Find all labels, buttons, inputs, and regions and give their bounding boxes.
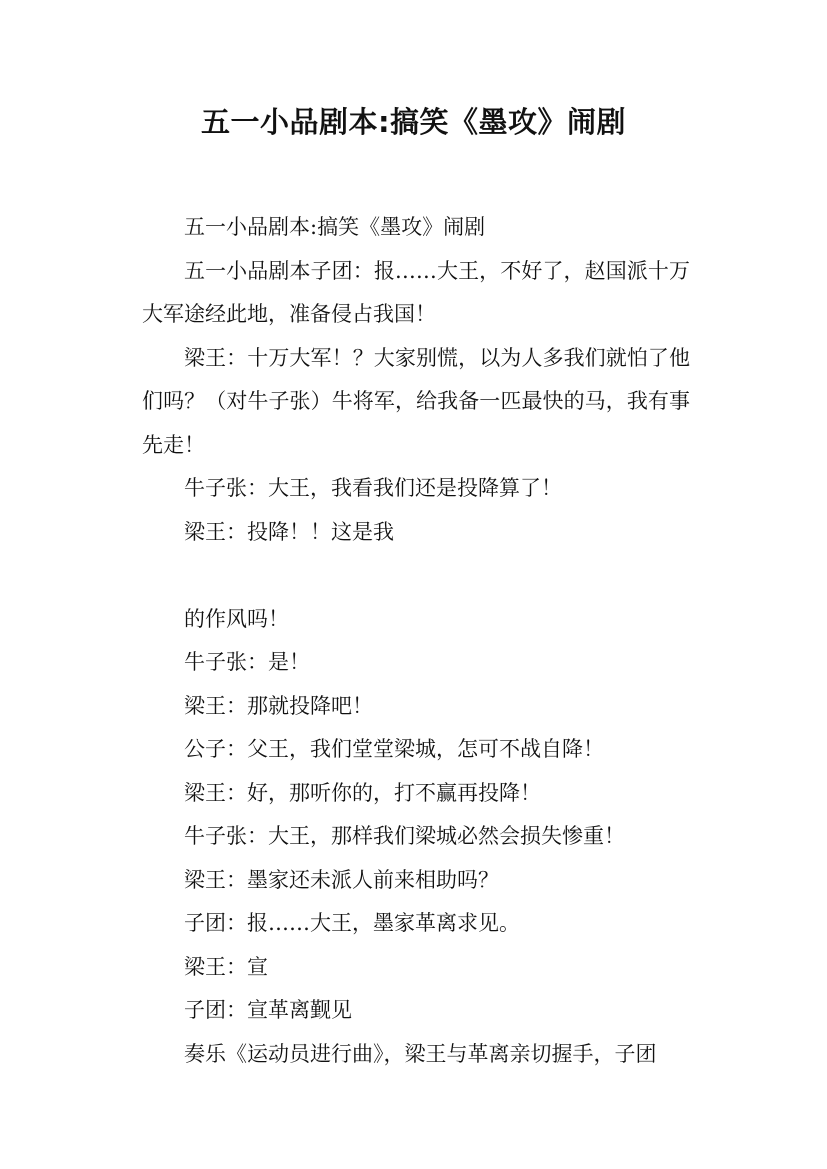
document-title: 五一小品剧本:搞笑《墨攻》闹剧 — [200, 105, 627, 139]
paragraph: 梁王：好，那听你的，打不赢再投降！ — [184, 780, 541, 805]
paragraph: 梁王：墨家还未派人前来相助吗？ — [184, 867, 499, 892]
paragraph: 的作风吗！ — [184, 606, 289, 631]
paragraph: 牛子张：大王，那样我们梁城必然会损失惨重！ — [184, 824, 625, 848]
page-break-gap — [142, 554, 690, 598]
document-body — [142, 206, 690, 1076]
paragraph: 奏乐《运动员进行曲》，梁王与革离亲切握手，子团 — [184, 1041, 657, 1066]
paragraph: 牛子张：是！ — [184, 650, 310, 674]
paragraph: 五一小品剧本:搞笑《墨攻》闹剧 — [184, 215, 486, 239]
paragraph: 梁王：宣 — [184, 954, 268, 979]
paragraph: 五一小品剧本子团：报……大王，不好了，赵国派十万大军途经此地，准备侵占我国！ — [142, 258, 690, 326]
paragraph: 牛子张：大王，我看我们还是投降算了！ — [184, 476, 562, 500]
paragraph: 梁王：那就投降吧！ — [184, 693, 373, 718]
paragraph: 子团：宣革离觐见 — [184, 998, 352, 1022]
paragraph: 公子：父王，我们堂堂梁城，怎可不战自降！ — [184, 737, 604, 761]
paragraph: 子团：报……大王，墨家革离求见。 — [184, 911, 520, 935]
paragraph: 梁王：十万大军！？大家别慌，以为人多我们就怕了他们吗？（对牛子张）牛将军，给我备一匹最快的马，我有事先走！ — [142, 345, 690, 457]
paragraph: 梁王：投降！！这是我 — [184, 519, 394, 544]
